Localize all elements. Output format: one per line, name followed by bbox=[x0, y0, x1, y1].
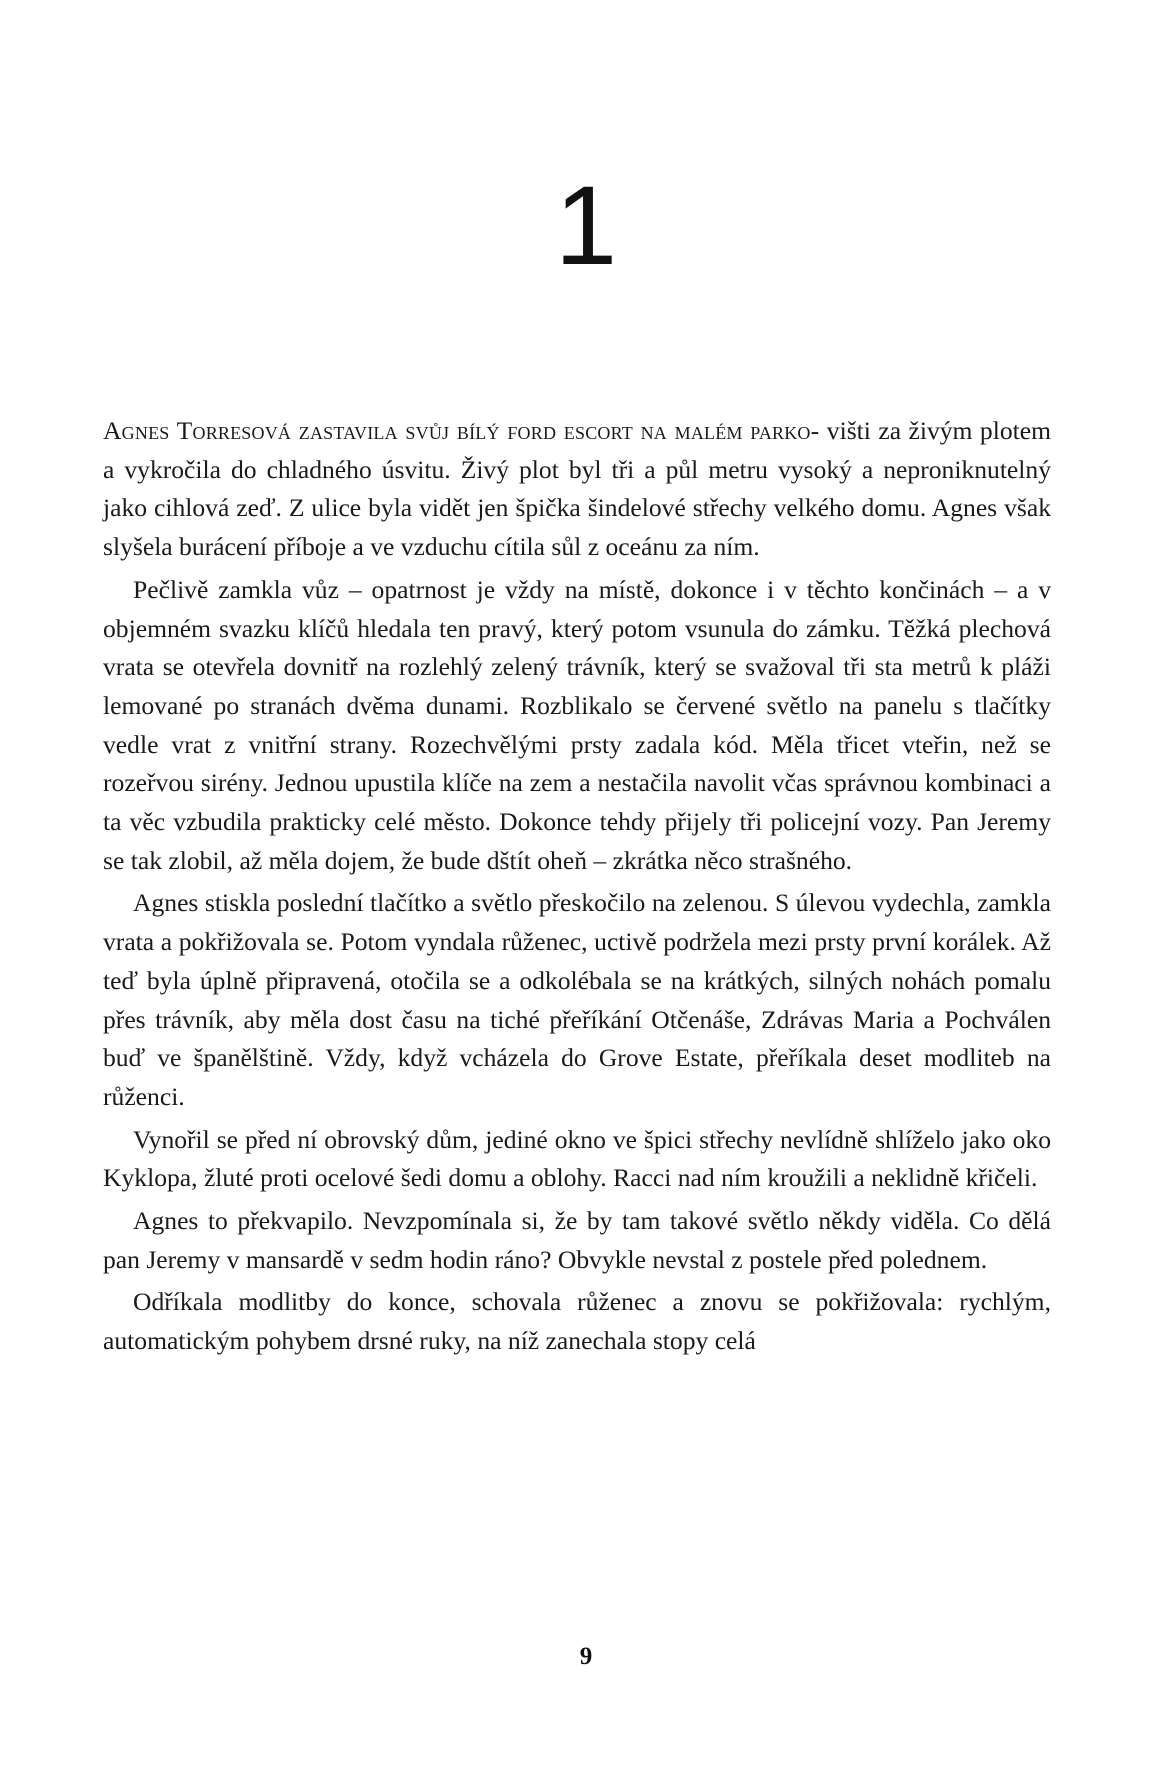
paragraph-text: višti za živým plotem a vykročila do chladného úsvitu. Živý plot byl tři a půl metru vysoký a neproniknutelný jako cihlová zeď. Z ulice byla vidět jen špička šindelové střechy velkého domu. Agnes však slyšela burácení příboje a ve vzduchu cítila sůl z oceánu za ním. bbox=[103, 416, 1051, 562]
paragraph-3: Agnes stiskla poslední tlačítko a světlo přeskočilo na zelenou. S úlevou vydechla, zamkla vrata a pokřižovala se. Potom vyndala růženec, uctivě podržela mezi prsty první korálek. Až teď byla úplně připravená, otočila se a odkolébala se na krátkých, silných nohách pomalu přes trávník, aby měla dost času na tiché přeříkání Otčenáše, Zdrávas Maria a Pochválen buď ve španělštině. Vždy, když vcházela do Grove Estate, přeříkala deset modliteb na růženci. bbox=[103, 888, 1051, 1111]
page-number: 9 bbox=[579, 1643, 593, 1670]
paragraph-4: Vynořil se před ní obrovský dům, jediné okno ve špici střechy nevlídně shlíželo jako oko Kyklopa, žluté proti ocelové šedi domu a oblohy. Racci nad ním kroužili a neklidně křičeli. bbox=[103, 1124, 1051, 1193]
paragraph-5: Agnes to překvapilo. Nevzpomínala si, že by tam takové světlo někdy viděla. Co dělá pan Jeremy v mansardě v sedm hodin ráno? Obvykle nevstal z postele před polednem. bbox=[103, 1206, 1051, 1274]
paragraph-2: Pečlivě zamkla vůz – opatrnost je vždy na místě, dokonce i v těchto končinách – a v objemném svazku klíčů hledala ten pravý, který potom vsunula do zámku. Těžká plechová vrata se otevřela dovnitř na rozlehlý zelený trávník, který se svažoval tři sta metrů k pláži lemované po stranách dvěma dunami. Rozblikalo se červené světlo na panelu s tlačítky vedle vrat z vnitřní strany. Rozechvělými prsty zadala kód. Měla třicet vteřin, než se rozeřvou sirény. Jednou upustila klíče na zem a nestačila navolit včas správnou kombinaci a ta věc vzbudila prakticky celé město. Dokonce tehdy přijely tři policejní vozy. Pan Jeremy se tak zlobil, až měla dojem, že bude dštít oheň – zkrátka něco strašného. bbox=[103, 574, 1051, 875]
chapter-number: 1 bbox=[554, 163, 618, 288]
chapter-body bbox=[103, 412, 1051, 1365]
paragraph-1 bbox=[103, 412, 1051, 567]
paragraph-6: Odříkala modlitby do konce, schovala růženec a znovu se pokřižovala: rychlým, automatickým pohybem drsné ruky, na níž zanechala stopy celá bbox=[103, 1287, 1051, 1356]
paragraph-lead: Agnes Torresová zastavila svůj bílý ford escort na malém parko- bbox=[103, 416, 820, 445]
